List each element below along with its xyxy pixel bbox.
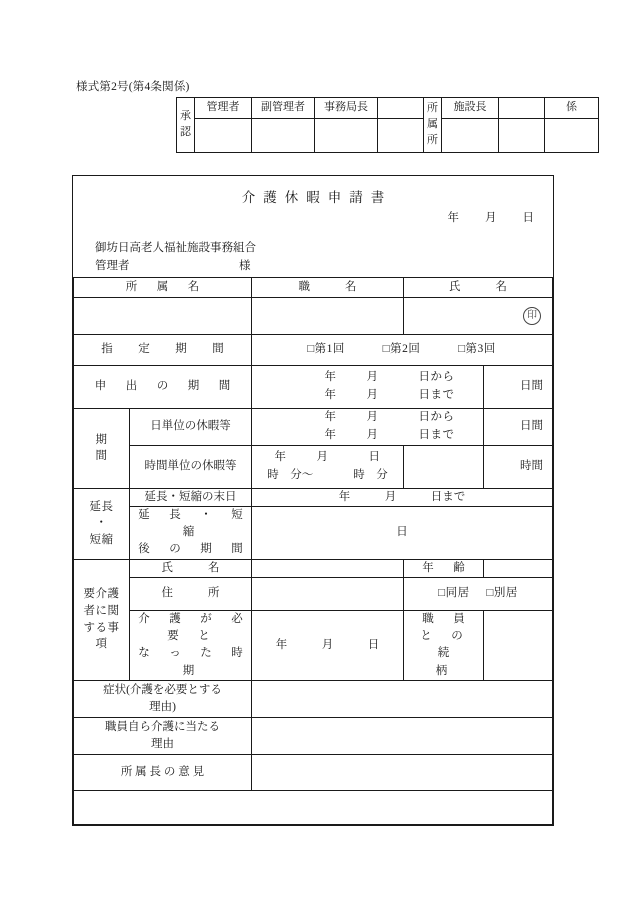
- label-care-recipient-age: 年 齢: [404, 559, 484, 577]
- submission-date-line[interactable]: 年 月 日: [447, 212, 535, 224]
- hourly-day: 日: [368, 450, 381, 463]
- extension-end-date-row: [74, 488, 553, 506]
- daily-day-1: 日から: [418, 411, 455, 423]
- value-shozokumei[interactable]: [74, 298, 252, 335]
- application-period-row: [74, 366, 553, 409]
- care-recipient-name-row: [74, 559, 553, 577]
- label-extension-section: 延長 ・ 短縮: [74, 488, 130, 559]
- person-header-row: [74, 278, 553, 298]
- header-shimei: 氏 名: [404, 278, 553, 298]
- approval-value-jimukyokucho[interactable]: [315, 119, 378, 153]
- approval-header-blank: [378, 98, 424, 119]
- value-shokumei[interactable]: [252, 298, 404, 335]
- label-supervisor-opinion: 所 属 長 の 意 見: [74, 754, 252, 790]
- value-extension-end-date[interactable]: 年 月 日まで: [252, 488, 553, 506]
- label-relationship: 職 員 と の 続 柄: [404, 610, 484, 680]
- label-daily-leave: 日単位の休暇等: [130, 409, 252, 446]
- document-title: 介護休暇申請書: [241, 190, 393, 205]
- form-head-block: [73, 176, 553, 277]
- hourly-leave-blank[interactable]: [404, 445, 484, 488]
- self-care-reason-row: [74, 717, 553, 754]
- checkbox-dai3kai[interactable]: □第3回: [458, 343, 496, 356]
- daily-year-1: 年: [324, 411, 337, 423]
- app-period-year-1: 年: [324, 371, 337, 384]
- care-recipient-address-row: [74, 577, 553, 610]
- checkbox-dai1kai[interactable]: □第1回: [307, 343, 345, 356]
- form-body-grid: [73, 277, 553, 825]
- label-self-care-reason: 職員自ら介護に当たる 理由: [74, 717, 252, 754]
- label-hourly-leave: 時間単位の休暇等: [130, 445, 252, 488]
- label-period-section: 期 間: [74, 409, 130, 489]
- app-period-year-2: 年: [324, 389, 337, 401]
- care-recipient-living-options: [404, 577, 553, 610]
- application-period-unit[interactable]: 日間: [484, 366, 553, 409]
- value-care-start-period[interactable]: 年 月 日: [252, 610, 404, 680]
- app-period-day-2: 日まで: [418, 389, 455, 401]
- approval-value-blank-2[interactable]: [499, 119, 545, 153]
- extension-after-period-row: [74, 506, 553, 559]
- symptoms-row: [74, 680, 553, 717]
- hourly-time-from: 時 分～: [267, 468, 314, 481]
- value-care-recipient-address[interactable]: [252, 577, 404, 610]
- approval-header-fukukanrisha: 副管理者: [252, 98, 315, 119]
- approval-header-shisetsucho: 施設長: [442, 98, 499, 119]
- addressee-honorific: 様: [239, 260, 251, 272]
- value-relationship[interactable]: [484, 610, 553, 680]
- label-application-period: 申 出 の 期 間: [74, 366, 252, 409]
- value-shimei[interactable]: [404, 298, 553, 335]
- value-supervisor-opinion[interactable]: [252, 754, 553, 790]
- label-care-recipient-address: 住 所: [130, 577, 252, 610]
- daily-year-2: 年: [324, 428, 337, 441]
- value-care-recipient-age[interactable]: [484, 559, 553, 577]
- approval-header-kakari: 係: [545, 98, 599, 119]
- care-start-row: [74, 610, 553, 680]
- app-period-day-1: 日から: [418, 371, 455, 384]
- approval-value-kakari[interactable]: [545, 119, 599, 153]
- label-care-recipient-section: 要介護 者に関 する事 項: [74, 559, 130, 680]
- form-number: 様式第2号(第4条関係): [76, 81, 190, 93]
- period-daily-row: [74, 409, 553, 446]
- value-final-blank[interactable]: [74, 790, 553, 824]
- approval-value-shisetsucho[interactable]: [442, 119, 499, 153]
- label-extension-after-period: 延 長 ・ 短 縮 後 の 期 間: [130, 506, 252, 559]
- supervisor-opinion-row: [74, 754, 553, 790]
- approval-label-shonin: 承 認: [177, 98, 195, 153]
- approval-value-blank[interactable]: [378, 119, 424, 153]
- designated-period-options: [252, 335, 553, 366]
- daily-month-2: 月: [366, 428, 379, 441]
- hourly-month: 月: [316, 450, 329, 463]
- label-extension-end-date: 延長・短縮の末日: [130, 488, 252, 506]
- approval-header-jimukyokucho: 事務局長: [315, 98, 378, 119]
- label-designated-period: 指 定 期 間: [74, 335, 252, 366]
- checkbox-doukyo[interactable]: □同居: [438, 587, 470, 600]
- hourly-year: 年: [274, 450, 287, 463]
- value-symptoms[interactable]: [252, 680, 553, 717]
- hourly-time-to: 時 分: [353, 468, 388, 481]
- approval-value-kanrisha[interactable]: [195, 119, 252, 153]
- hourly-leave-datetime[interactable]: [252, 445, 404, 488]
- approval-header-blank-2: [499, 98, 545, 119]
- label-care-start-period: 介 護 が 必 要 と な っ た 時 期: [130, 610, 252, 680]
- header-shokumei: 職 名: [252, 278, 404, 298]
- label-care-recipient-name: 氏 名: [130, 559, 252, 577]
- header-shozokumei: 所 属 名: [74, 278, 252, 298]
- label-symptoms: 症状(介護を必要とする 理由): [74, 680, 252, 717]
- approval-header-kanrisha: 管理者: [195, 98, 252, 119]
- approval-header-row: [177, 98, 599, 119]
- person-value-row: [74, 298, 553, 335]
- daily-day-2: 日まで: [418, 428, 455, 441]
- application-period-dates[interactable]: [252, 366, 484, 409]
- checkbox-dai2kai[interactable]: □第2回: [382, 343, 421, 356]
- value-extension-after-period[interactable]: 日: [252, 506, 553, 559]
- period-hourly-row: [74, 445, 553, 488]
- app-period-month-2: 月: [366, 389, 379, 401]
- hourly-leave-unit[interactable]: 時間: [484, 445, 553, 488]
- addressee-organization: 御坊日高老人福祉施設事務組合: [95, 242, 256, 254]
- seal-icon: 印: [523, 307, 541, 325]
- approval-value-row: [177, 119, 599, 153]
- approval-table: [176, 97, 599, 153]
- approval-label-shozokusho: 所 属 所: [424, 98, 442, 153]
- final-blank-row: [74, 790, 553, 824]
- value-care-recipient-name[interactable]: [252, 559, 404, 577]
- main-form: [72, 175, 554, 826]
- addressee-role: 管理者: [95, 260, 130, 272]
- daily-leave-unit[interactable]: 日間: [484, 409, 553, 446]
- checkbox-bekkyo[interactable]: □別居: [486, 587, 518, 600]
- daily-leave-dates[interactable]: [252, 409, 484, 446]
- approval-value-fukukanrisha[interactable]: [252, 119, 315, 153]
- designated-period-row: [74, 335, 553, 366]
- app-period-month-1: 月: [366, 371, 379, 384]
- value-self-care-reason[interactable]: [252, 717, 553, 754]
- daily-month-1: 月: [366, 411, 379, 423]
